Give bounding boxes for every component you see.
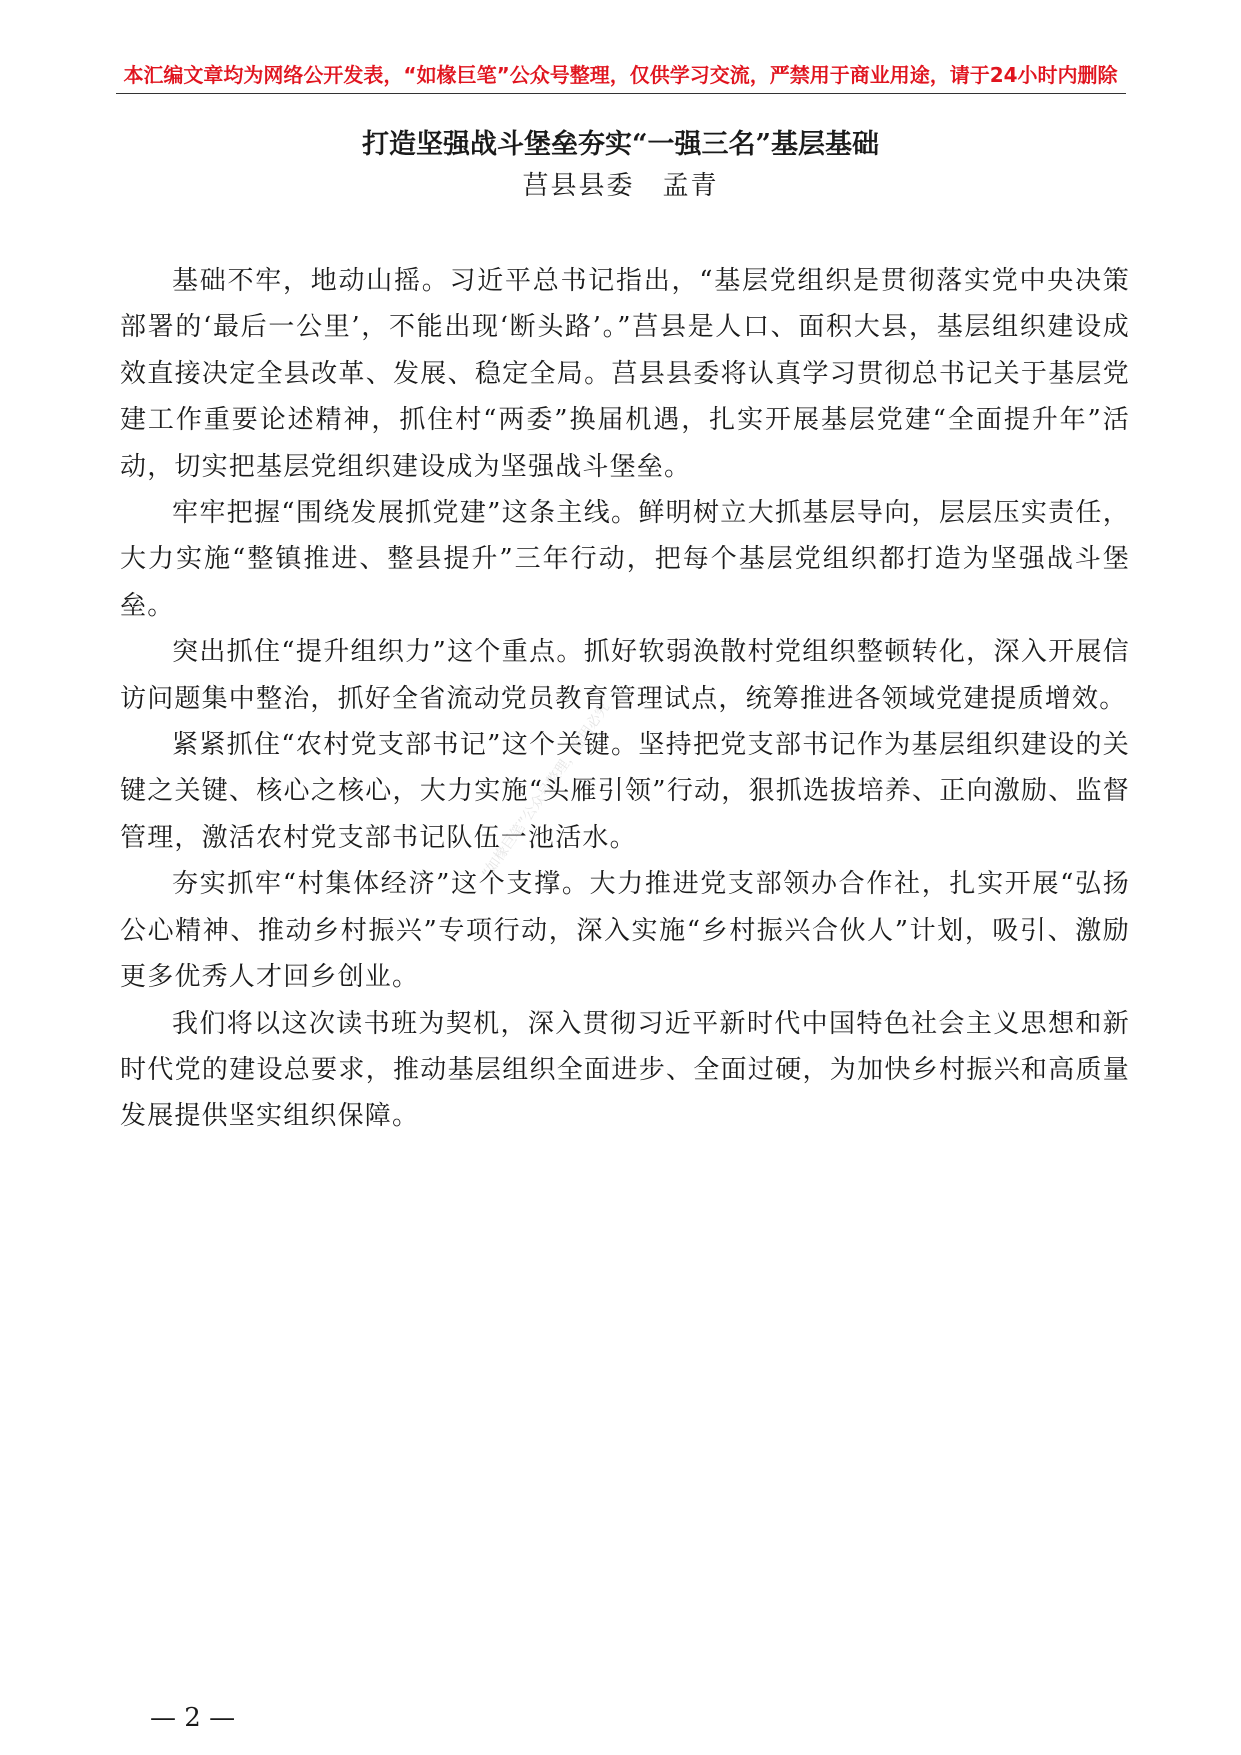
paragraph-2: 牢牢把握“围绕发展抓党建”这条主线。鲜明树立大抓基层导向，层层压实责任，大力实施“整镇推进、整县提升”三年行动，把每个基层党组织都打造为坚强战斗堡垒。 <box>120 498 1130 621</box>
paragraph-4: 紧紧抓住“农村党支部书记”这个关键。坚持把党支部书记作为基层组织建设的关键之关键、核心之核心，大力实施“头雁引领”行动，狠抓选拔培养、正向激励、监督管理，激活农村党支部书记队伍一池活水。 <box>120 730 1130 853</box>
paragraph-6: 我们将以这次读书班为契机，深入贯彻习近平新时代中国特色社会主义思想和新时代党的建设总要求，推动基层组织全面进步、全面过硬，为加快乡村振兴和高质量发展提供坚实组织保障。 <box>120 1008 1130 1132</box>
article-author: 莒县县委 孟青 <box>522 171 719 201</box>
watermark: “如椽巨笔”公众号整理，盗用必究 <box>479 699 614 882</box>
header-divider <box>116 93 1126 94</box>
header-notice: 本汇编文章均为网络公开发表，“如椽巨笔”公众号整理，仅供学习交流，严禁用于商业用途，请于24小时内删除 <box>123 63 1118 87</box>
paragraph-5: 夯实抓牢“村集体经济”这个支撑。大力推进党支部领办合作社，扎实开展“弘扬公心精神、推动乡村振兴”专项行动，深入实施“乡村振兴合伙人”计划，吸引、激励更多优秀人才回乡创业。 <box>120 869 1130 993</box>
page-number: — 2 — <box>150 1703 236 1733</box>
paragraph-3: 突出抓住“提升组织力”这个重点。抓好软弱涣散村党组织整顿转化，深入开展信访问题集中整治，抓好全省流动党员教育管理试点，统筹推进各领域党建提质增效。 <box>120 637 1130 714</box>
paragraph-1: 基础不牢，地动山摇。习近平总书记指出，“基层党组织是贯彻落实党中央决策部署的‘最后一公里’，不能出现‘断头路’。”莒县是人口、面积大县，基层组织建设成效直接决定全县改革、发展、稳定全局。莒县县委将认真学习贯彻总书记关于基层党建工作重要论述精神，抓住村“两委”换届机遇，扎实开展基层党建“全面提升年”活动，切实把基层党组织建设成为坚强战斗堡垒。 <box>120 266 1130 482</box>
article-body <box>120 258 1130 1140</box>
article-title: 打造坚强战斗堡垒夯实“一强三名”基层基础 <box>361 129 880 160</box>
